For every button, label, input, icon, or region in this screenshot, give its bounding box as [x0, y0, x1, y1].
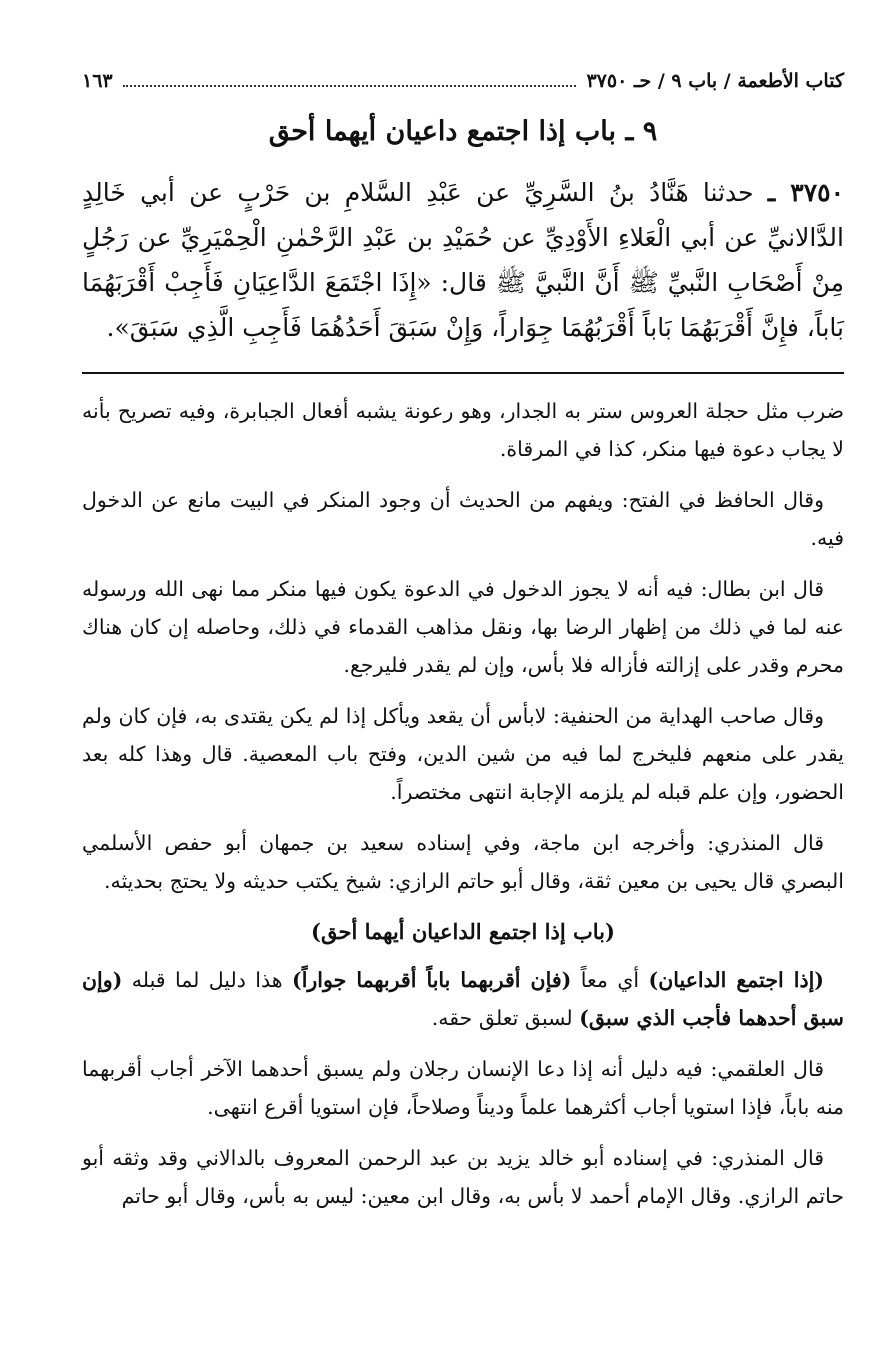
- commentary-paragraph: ضرب مثل حجلة العروس ستر به الجدار، وهو رعونة يشبه أفعال الجبابرة، وفيه تصريح بأنه لا يجاب دعوة فيها منكر، كذا في المرقاة.: [82, 399, 844, 461]
- running-title: كتاب الأطعمة / باب ٩ / حـ ٣٧٥٠: [586, 70, 844, 92]
- book-page: [82, 70, 844, 1228]
- page-number: ١٦٣: [82, 70, 113, 92]
- dotted-leader: [123, 85, 577, 87]
- commentary-section: [82, 392, 844, 1215]
- commentary-paragraph: [82, 961, 844, 1037]
- chapter-title: ٩ ـ باب إذا اجتمع داعيان أيهما أحق: [268, 116, 658, 147]
- footnote-divider: [82, 372, 844, 374]
- hadith-text: حدثنا هَنَّادُ بنُ السَّرِيِّ عن عَبْدِ السَّلامِ بن حَرْبٍ عن أبي خَالِدٍ الدَّالانيِّ عن أبي الْعَلاءِ الأَوْدِيِّ عن حُمَيْدِ بن عَبْدِ الرَّحْمٰنِ الْحِمْيَرِيِّ عن رَجُلٍ مِنْ أَصْحَابِ النَّبيِّ ﷺ أَنَّ النَّبيَّ ﷺ قال: «إِذَا اجْتَمَعَ الدَّاعِيَانِ فَأَجِبْ أَقْرَبَهُمَا بَاباً، فإِنَّ أَقْرَبَهُمَا بَاباً أَقْرَبُهُمَا جِوَاراً، وَإِنْ سَبَقَ أَحَدُهُمَا فَأَجِبِ الَّذِي سَبَقَ».: [82, 178, 844, 342]
- commentary-paragraph: قال العلقمي: فيه دليل أنه إذا دعا الإنسان رجلان ولم يسبق أحدهما الآخر أجاب أقربهما منه باباً، فإذا استويا أجاب أكثرهما علماً وديناً وصلاحاً، فإن استويا أقرع انتهى.: [82, 1057, 844, 1119]
- commentary-chapter-heading: (باب إذا اجتمع الداعيان أيهما أحق): [311, 919, 615, 944]
- hadith-number: ٣٧٥٠ ـ: [767, 178, 844, 207]
- commentary-paragraph: وقال صاحب الهداية من الحنفية: لابأس أن يقعد ويأكل إذا لم يكن يقتدى به، فإن كان ولم يقدر على منعهم فليخرج لما فيه من شين الدين، وفتح باب المعصية. قال وهذا كله بعد الحضور، وإن علم قبله لم يلزمه الإجابة انتهى مختصراً.: [82, 704, 844, 804]
- running-header: [82, 70, 844, 106]
- commentary-paragraph: قال المنذري: وأخرجه ابن ماجة، وفي إسناده سعيد بن جمهان أبو حفص الأسلمي البصري قال يحيى بن معين ثقة، وقال أبو حاتم الرازي: شيخ يكتب حديثه ولا يحتج بحديثه.: [82, 831, 844, 893]
- commentary-paragraph: قال المنذري: في إسناده أبو خالد يزيد بن عبد الرحمن المعروف بالدالاني وقد وثقه أبو حاتم الرازي. وقال الإمام أحمد لا بأس به، وقال ابن معين: ليس به بأس، وقال أبو حاتم: [82, 1146, 844, 1208]
- quoted-phrase: (وإن سبق أحدهما فأجب الذي سبق): [82, 968, 844, 1030]
- quoted-phrase: (فإن أقربهما باباً أقربهما جواراً): [292, 968, 572, 992]
- commentary-paragraph: قال ابن بطال: فيه أنه لا يجوز الدخول في الدعوة يكون فيها منكر مما نهى الله ورسوله عنه لما في ذلك من إظهار الرضا بها، ونقل مذاهب القدماء في ذلك، وحاصله إن كان هناك محرم وقدر على إزالته فأزاله فلا بأس، وإن لم يقدر فليرجع.: [82, 577, 844, 677]
- commentary-text: أي معاً: [571, 968, 649, 992]
- commentary-text: هذا دليل لما قبله: [122, 968, 293, 992]
- commentary-text: لسبق تعلق حقه.: [431, 1006, 580, 1030]
- commentary-paragraph: وقال الحافظ في الفتح: ويفهم من الحديث أن وجود المنكر في البيت مانع عن الدخول فيه.: [82, 488, 844, 550]
- hadith-text-block: [82, 170, 844, 350]
- quoted-phrase: (إذا اجتمع الداعيان): [648, 968, 824, 992]
